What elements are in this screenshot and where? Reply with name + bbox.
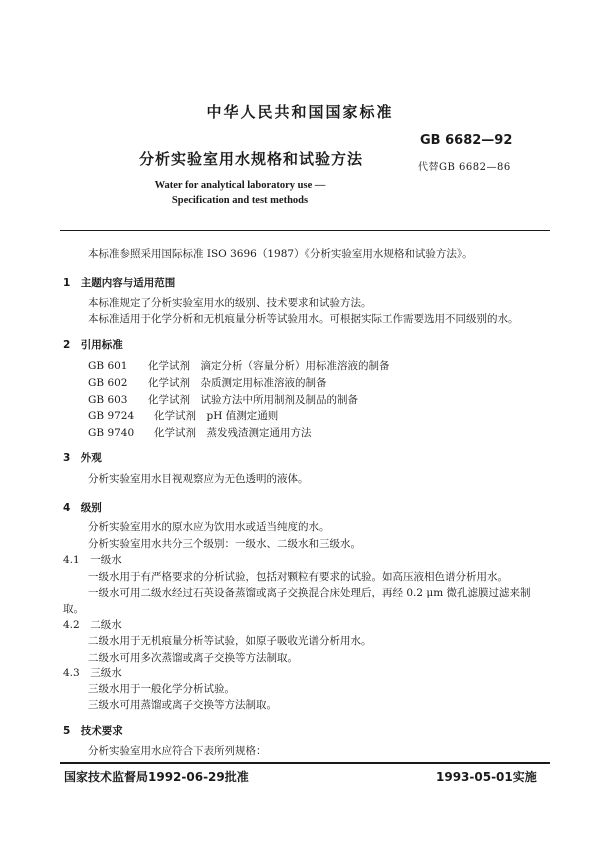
reference-item [88, 376, 327, 390]
replaces-note: 代替GB 6682—86 [418, 162, 511, 173]
reference-title: 化学试剂 试验方法中所用制剂及制品的制备 [148, 394, 358, 406]
reference-code: GB 9724 [88, 410, 135, 422]
section-4-1-paragraph-2: 一级水可用二级水经过石英设备蒸馏或离子交换混合床处理后，再经 0.2 μm 微孔滤膜过滤来制 [88, 587, 531, 599]
approval-date: 国家技术监督局1992-06-29批准 [64, 770, 249, 784]
section-4-2-paragraph-1: 二级水用于无机痕量分析等试验，如原子吸收光谱分析用水。 [88, 635, 372, 647]
section-4-1-paragraph-1: 一级水用于有严格要求的分析试验，包括对颗粒有要求的试验。如高压液相色谱分析用水。 [88, 571, 508, 583]
english-title-line2: Specification and test methods [171, 195, 309, 206]
section-4-3-paragraph-1: 三级水用于一般化学分析试验。 [88, 683, 235, 695]
section-5-paragraph: 分析实验室用水应符合下表所列规格： [88, 745, 267, 757]
reference-item [88, 426, 312, 440]
section-5-heading: 5 技术要求 [63, 725, 123, 737]
section-2-heading: 2 引用标准 [63, 339, 123, 351]
section-4-2-heading: 4.2 二级水 [63, 619, 122, 631]
effective-date: 1993-05-01实施 [436, 770, 537, 784]
section-3-paragraph: 分析实验室用水目视观察应为无色透明的液体。 [88, 473, 309, 485]
reference-title: 化学试剂 杂质测定用标准溶液的制备 [148, 377, 327, 389]
reference-title: 化学试剂 pH 值测定通则 [154, 410, 279, 422]
reference-code: GB 603 [88, 394, 128, 406]
standard-type: 中华人民共和国国家标准 [206, 103, 394, 121]
reference-code: GB 601 [88, 360, 128, 372]
section-1-paragraph-1: 本标准规定了分析实验室用水的级别、技术要求和试验方法。 [88, 297, 372, 309]
footer-rule [60, 762, 550, 764]
section-4-1-heading: 4.1 一级水 [63, 554, 122, 566]
reference-title: 化学试剂 滴定分析（容量分析）用标准溶液的制备 [148, 360, 390, 372]
intro-paragraph: 本标准参照采用国际标准 ISO 3696（1987）《分析实验室用水规格和试验方法》。 [88, 248, 473, 260]
reference-item [88, 393, 358, 407]
section-1-paragraph-2: 本标准适用于化学分析和无机痕量分析等试验用水。可根据实际工作需要选用不同级别的水。 [88, 313, 519, 325]
reference-title: 化学试剂 蒸发残渣测定通用方法 [154, 427, 312, 439]
section-4-paragraph-2: 分析实验室用水共分三个级别：一级水、二级水和三级水。 [88, 538, 361, 550]
section-4-heading: 4 级别 [63, 502, 102, 514]
section-3-heading: 3 外观 [63, 452, 102, 464]
section-1-heading: 1 主题内容与适用范围 [63, 277, 176, 289]
document-title: 分析实验室用水规格和试验方法 [139, 150, 364, 168]
gb-code: GB 6682—92 [420, 133, 513, 148]
section-4-paragraph-1: 分析实验室用水的原水应为饮用水或适当纯度的水。 [88, 521, 330, 533]
header-rule [60, 230, 550, 231]
reference-item [88, 409, 278, 423]
english-title-line1: Water for analytical laboratory use — [154, 180, 326, 191]
section-4-1-paragraph-2-cont: 取。 [63, 603, 84, 615]
reference-code: GB 9740 [88, 427, 135, 439]
reference-item [88, 359, 390, 373]
section-4-3-heading: 4.3 三级水 [63, 667, 122, 679]
section-4-3-paragraph-2: 三级水可用蒸馏或离子交换等方法制取。 [88, 699, 277, 711]
reference-code: GB 602 [88, 377, 128, 389]
section-4-2-paragraph-2: 二级水可用多次蒸馏或离子交换等方法制取。 [88, 652, 298, 664]
